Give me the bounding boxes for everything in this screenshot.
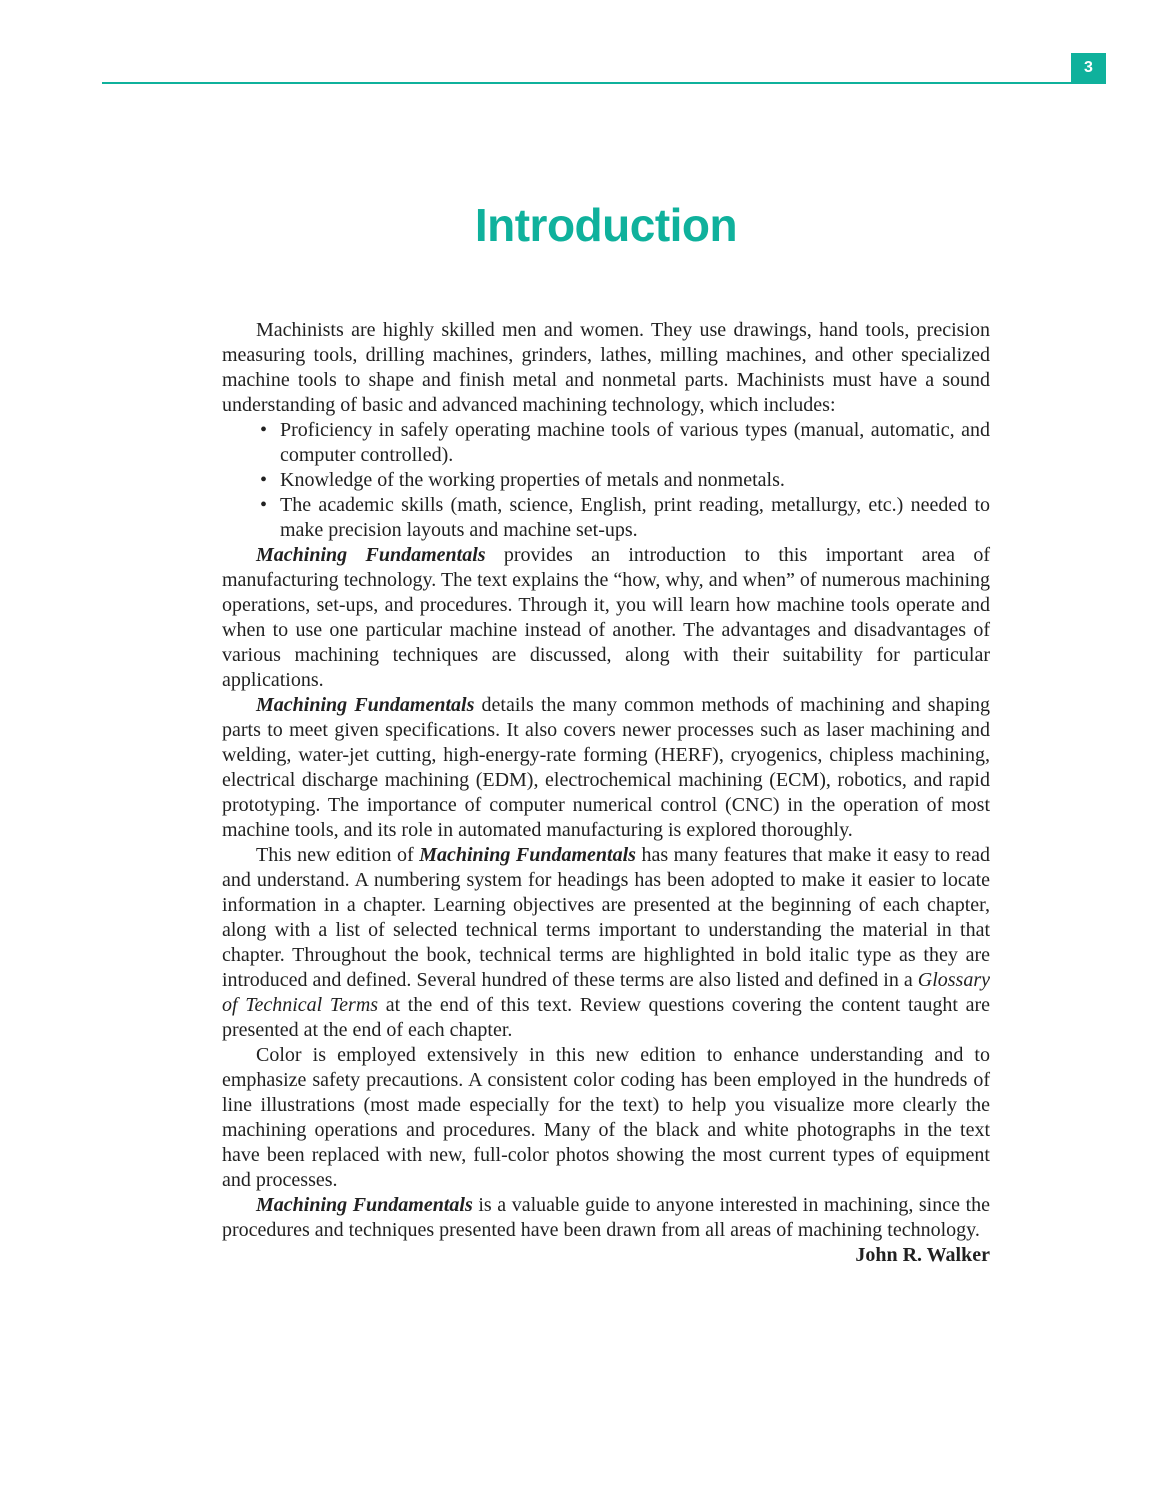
paragraph <box>222 693 990 843</box>
paragraph <box>222 1043 990 1193</box>
paragraph <box>222 1193 990 1243</box>
text-run: This new edition of <box>256 844 420 866</box>
bullet-item <box>222 468 990 493</box>
header-rule <box>102 82 1106 84</box>
bullet-icon: • <box>260 494 268 516</box>
text-run: Color is employed extensively in this new edition to enhance understanding and to emphasize safety precautions. A consistent color coding has been employed in the hundreds of line illustrations (most made especially for the text) to help you visualize more clearly the machining operations and procedures. Many of the black and white photographs in the text have been replaced with new, full-color photos showing the most current types of equipment and processes. <box>222 1044 990 1191</box>
paragraph <box>222 318 990 418</box>
text-run: The academic skills (math, science, English, print reading, metallurgy, etc.) needed to make precision layouts and machine set-ups. <box>280 494 990 541</box>
paragraph <box>222 843 990 1043</box>
text-run: Machinists are highly skilled men and women. They use drawings, hand tools, precision measuring tools, drilling machines, grinders, lathes, milling machines, and other specialized machine tools to shape and finish metal and nonmetal parts. Machinists must have a sound understanding of basic and advanced machining technology, which includes: <box>222 319 990 416</box>
text-run: Machining Fundamentals <box>256 544 486 566</box>
bullet-icon: • <box>260 419 268 441</box>
text-run: Proficiency in safely operating machine tools of various types (manual, automatic, and computer controlled). <box>280 419 990 466</box>
text-run: Machining Fundamentals <box>256 694 475 716</box>
author-signature: John R. Walker <box>855 1244 990 1266</box>
bullet-item <box>222 418 990 468</box>
bullet-icon: • <box>260 469 268 491</box>
page-title: Introduction <box>474 199 738 251</box>
text-run: Machining Fundamentals <box>419 844 636 866</box>
text-run: at the end of this text. Review questions covering the content taught are presented at the end of each chapter. <box>222 994 990 1041</box>
text-run: provides an introduction to this important area of manufacturing technology. The text explains the “how, why, and when” of numerous machining operations, set-ups, and procedures. Through it, you will learn how machine tools operate and when to use one particular machine instead of another. The advantages and disadvantages of various machining techniques are discussed, along with their suitability for particular applications. <box>222 544 990 691</box>
paragraph <box>222 543 990 693</box>
text-run: has many features that make it easy to read and understand. A numbering system for headings has been adopted to make it easier to locate information in a chapter. Learning objectives are presented at the beginning of each chapter, along with a list of selected technical terms important to understanding the material in that chapter. Throughout the book, technical terms are highlighted in bold italic type as they are introduced and defined. Several hundred of these terms are also listed and defined in a <box>222 844 990 991</box>
text-run: is a valuable guide to anyone interested in machining, since the procedures and techniques presented have been drawn from all areas of machining technology. <box>222 1194 990 1241</box>
bullet-item <box>222 493 990 543</box>
page-number-badge <box>1071 53 1106 83</box>
text-run: Knowledge of the working properties of metals and nonmetals. <box>280 469 785 491</box>
text-run: Machining Fundamentals <box>256 1194 473 1216</box>
text-run: details the many common methods of machining and shaping parts to meet given specifications. It also covers newer processes such as laser machining and welding, water-jet cutting, high-energy-rate forming (HERF), cryogenics, chipless machining, electrical discharge machining (EDM), electrochemical machining (ECM), robotics, and rapid prototyping. The importance of computer numerical control (CNC) in the operation of most machine tools, and its role in automated manufacturing is explored thoroughly. <box>222 694 991 841</box>
body-text <box>222 318 990 1268</box>
page-number: 3 <box>1084 59 1093 76</box>
text-run: Glossary of Technical Terms <box>222 969 990 1016</box>
